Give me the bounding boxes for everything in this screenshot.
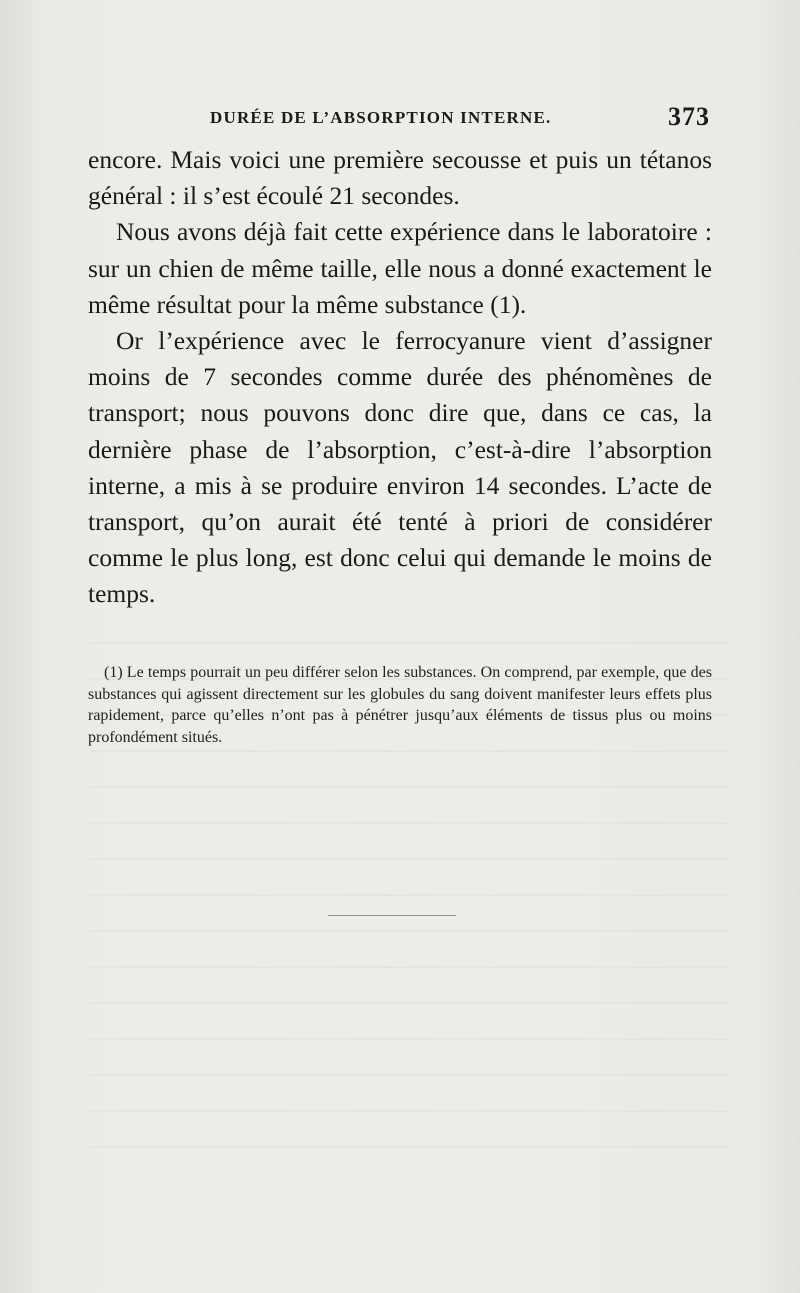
footnote-text: (1) Le temps pourrait un peu différer selon les substances. On comprend, par exemple, que des substances qui agissent directement sur les globules du sang doivent manifester leurs effets plus rapidement, parce qu’elles n’ont pas à pénétrer jusqu’aux éléments de tissus plus ou moins profondément situés. <box>88 664 712 746</box>
paragraph-laboratory: Nous avons déjà fait cette expérience dans le laboratoire : sur un chien de même taille, elle nous a donné exactement le même résultat pour la même substance (1). <box>88 217 712 319</box>
main-text <box>88 142 712 613</box>
footnote <box>88 662 712 748</box>
running-header <box>90 102 710 134</box>
bottom-rule <box>328 915 456 916</box>
paragraph-transport: Or l’expérience avec le ferrocyanure vient d’assigner moins de 7 secondes comme durée des phénomènes de transport; nous pouvons donc dire que, dans ce cas, la dernière phase de l’absorption, c’est-à-dire l’absorption interne, a mis à se produire environ 14 secondes. L’acte de transport, qu’on aurait été tenté à priori de considérer comme le plus long, est donc celui qui demande le moins de temps. <box>88 326 712 609</box>
page-number: 373 <box>668 102 710 131</box>
paragraph-continued: encore. Mais voici une première secousse et puis un tétanos général : il s’est écoulé 21 secondes. <box>88 145 712 211</box>
running-title: DURÉE DE L’ABSORPTION INTERNE. <box>210 108 552 127</box>
